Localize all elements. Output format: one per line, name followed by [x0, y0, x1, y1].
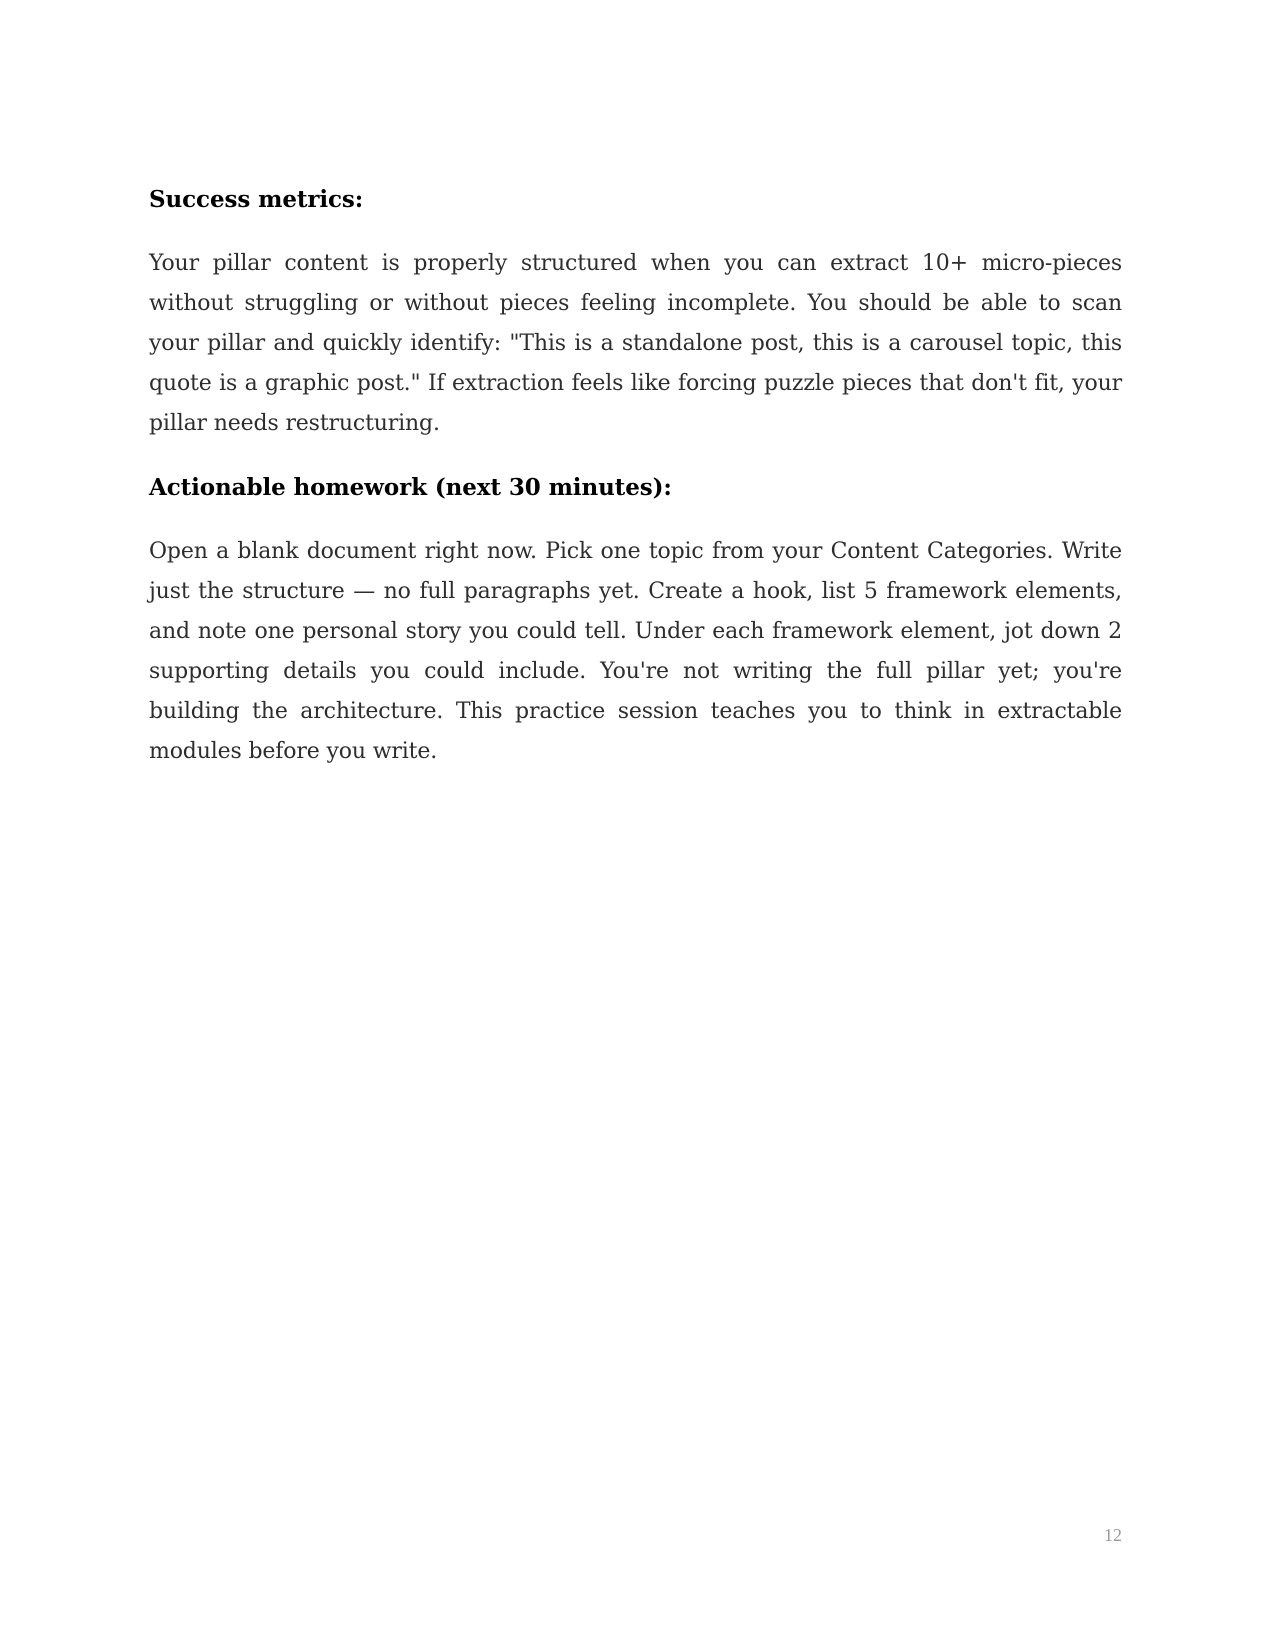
section-body-actionable-homework: Open a blank document right now. Pick one topic from your Content Categories. Write just the structure — no full paragraphs yet. Create a hook, list 5 framework elements, and note one personal story you could tell. Under each framework element, jot down 2 supporting details you could include. You're not writing the full pillar yet; you're building the architecture. This practice session teaches you to think in extractable modules before you write.	[149, 539, 1122, 764]
section-body-success-metrics: Your pillar content is properly structured when you can extract 10+ micro-pieces without struggling or without pieces feeling incomplete. You should be able to scan your pillar and quickly identify: "This is a standalone post, this is a carousel topic, this quote is a graphic post." If extraction feels like forcing puzzle pieces that don't fit, your pillar needs restructuring.	[149, 251, 1122, 436]
document-page	[149, 185, 1122, 772]
section-heading-actionable-homework: Actionable homework (next 30 minutes):	[149, 474, 672, 501]
page-number: 12	[1104, 1525, 1122, 1545]
section-heading-success-metrics: Success metrics:	[149, 186, 364, 213]
